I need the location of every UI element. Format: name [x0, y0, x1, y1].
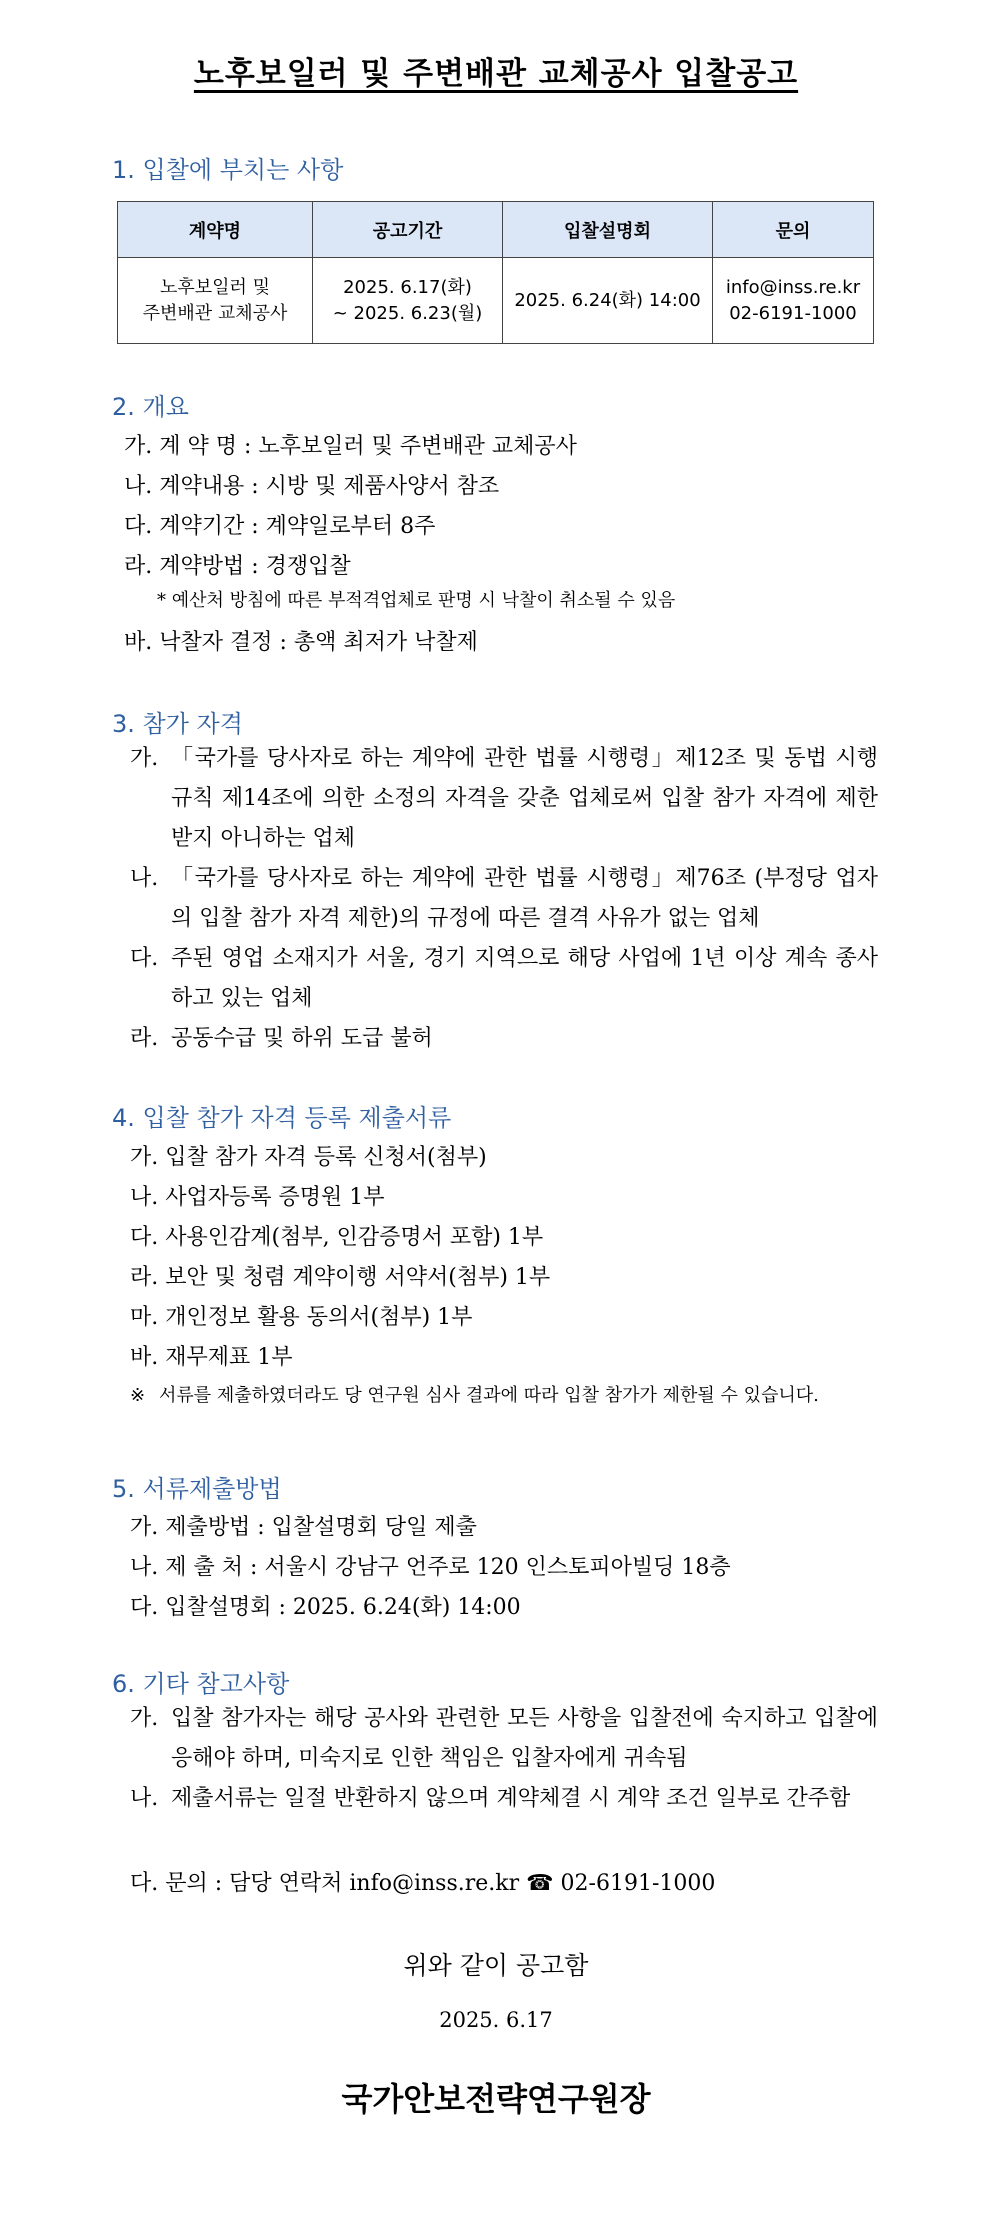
section-heading-submission: 5. 서류제출방법: [112, 1475, 282, 1503]
overview-item: 라. 계약방법 : 경쟁입찰: [124, 554, 351, 579]
cell-contract-name: [118, 258, 313, 344]
note-mark: ※: [130, 1385, 146, 1406]
overview-item: 가. 계 약 명 : 노후보일러 및 주변배관 교체공사: [124, 434, 577, 459]
submission-item: 나. 제 출 처 : 서울시 강남구 언주로 120 인스토피아빌딩 18층: [130, 1555, 731, 1580]
submission-item: 가. 제출방법 : 입찰설명회 당일 제출: [130, 1515, 477, 1540]
document-item: 가. 입찰 참가 자격 등록 신청서(첨부): [130, 1145, 487, 1170]
issuing-organization: 국가안보전략연구원장: [341, 2080, 651, 2118]
item-text: 입찰 참가자는 해당 공사와 관련한 모든 사항을 입찰전에 숙지하고 입찰에 응해야 하며, 미숙지로 인한 책임은 입찰자에게 귀속됨: [171, 1706, 878, 1771]
document-item: 나. 사업자등록 증명원 1부: [130, 1185, 385, 1210]
item-label: 가.: [130, 746, 159, 771]
contract-name-line-2: 주변배관 교체공사: [142, 302, 288, 324]
cell-inquiry: [713, 258, 874, 344]
period-end: ~ 2025. 6.23(월): [332, 302, 483, 324]
item-text: 주된 영업 소재지가 서울, 경기 지역으로 해당 사업에 1년 이상 계속 종사하고 있는 업체: [171, 946, 878, 1011]
item-text: 「국가를 당사자로 하는 계약에 관한 법률 시행령」제12조 및 동법 시행규칙 제14조에 의한 소정의 자격을 갖춘 업체로써 입찰 참가 자격에 제한받지 아니하는 업체: [171, 746, 878, 851]
period-start: 2025. 6.17(화): [343, 276, 472, 298]
cell-briefing: 2025. 6.24(화) 14:00: [503, 258, 713, 344]
page-title: 노후보일러 및 주변배관 교체공사 입찰공고: [193, 56, 799, 92]
eligibility-item: [130, 1019, 878, 1059]
overview-item: 나. 계약내용 : 시방 및 제품사양서 참조: [124, 474, 500, 499]
document-item: 마. 개인정보 활용 동의서(첨부) 1부: [130, 1305, 473, 1330]
overview-item: 바. 낙찰자 결정 : 총액 최저가 낙찰제: [124, 630, 478, 655]
column-header-contract-name: 계약명: [118, 202, 313, 258]
document-item: 라. 보안 및 청렴 계약이행 서약서(첨부) 1부: [130, 1265, 551, 1290]
bid-summary-table: [117, 201, 874, 344]
overview-note: * 예산처 방침에 따른 부적격업체로 판명 시 낙찰이 취소될 수 있음: [157, 590, 676, 611]
cell-notice-period: [313, 258, 503, 344]
contact-email: info@inss.re.kr: [725, 276, 861, 298]
contact-line: 다. 문의 : 담당 연락처 info@inss.re.kr ☎ 02-6191-1000: [130, 1871, 716, 1896]
submission-item: 다. 입찰설명회 : 2025. 6.24(화) 14:00: [130, 1595, 521, 1620]
eligibility-item: [130, 859, 878, 939]
item-text: 제출서류는 일절 반환하지 않으며 계약체결 시 계약 조건 일부로 간주함: [171, 1786, 851, 1811]
section-heading-overview: 2. 개요: [112, 393, 189, 421]
notice-date: 2025. 6.17: [439, 2008, 553, 2032]
column-header-inquiry: 문의: [713, 202, 874, 258]
document-item: 다. 사용인감계(첨부, 인감증명서 포함) 1부: [130, 1225, 544, 1250]
notes-item: [130, 1779, 878, 1819]
item-label: 나.: [130, 1786, 159, 1811]
column-header-briefing: 입찰설명회: [503, 202, 713, 258]
item-text: 「국가를 당사자로 하는 계약에 관한 법률 시행령」제76조 (부정당 업자의 입찰 참가 자격 제한)의 규정에 따른 결격 사유가 없는 업체: [171, 866, 878, 931]
table-header-row: [118, 202, 874, 258]
item-label: 라.: [130, 1026, 159, 1051]
document-item: 바. 재무제표 1부: [130, 1345, 293, 1370]
item-text: 공동수급 및 하위 도급 불허: [171, 1026, 433, 1051]
contact-phone: 02-6191-1000: [729, 302, 857, 324]
section-heading-bid-items: 1. 입찰에 부치는 사항: [112, 156, 344, 184]
column-header-notice-period: 공고기간: [313, 202, 503, 258]
notes-item: [130, 1699, 878, 1779]
note-text: 서류를 제출하였더라도 당 연구원 심사 결과에 따라 입찰 참가가 제한될 수 있습니다.: [159, 1385, 819, 1406]
eligibility-item: [130, 739, 878, 859]
item-label: 다.: [130, 946, 159, 971]
documents-note: [130, 1382, 878, 1410]
section-heading-notes: 6. 기타 참고사항: [112, 1670, 290, 1698]
section-heading-documents: 4. 입찰 참가 자격 등록 제출서류: [112, 1104, 452, 1132]
section-heading-eligibility: 3. 참가 자격: [112, 710, 243, 738]
item-label: 나.: [130, 866, 159, 891]
eligibility-item: [130, 939, 878, 1019]
closing-statement: 위와 같이 공고함: [403, 1951, 589, 1980]
item-label: 가.: [130, 1706, 159, 1731]
table-row: [118, 258, 874, 344]
contract-name-line-1: 노후보일러 및: [159, 276, 271, 298]
overview-item: 다. 계약기간 : 계약일로부터 8주: [124, 514, 436, 539]
